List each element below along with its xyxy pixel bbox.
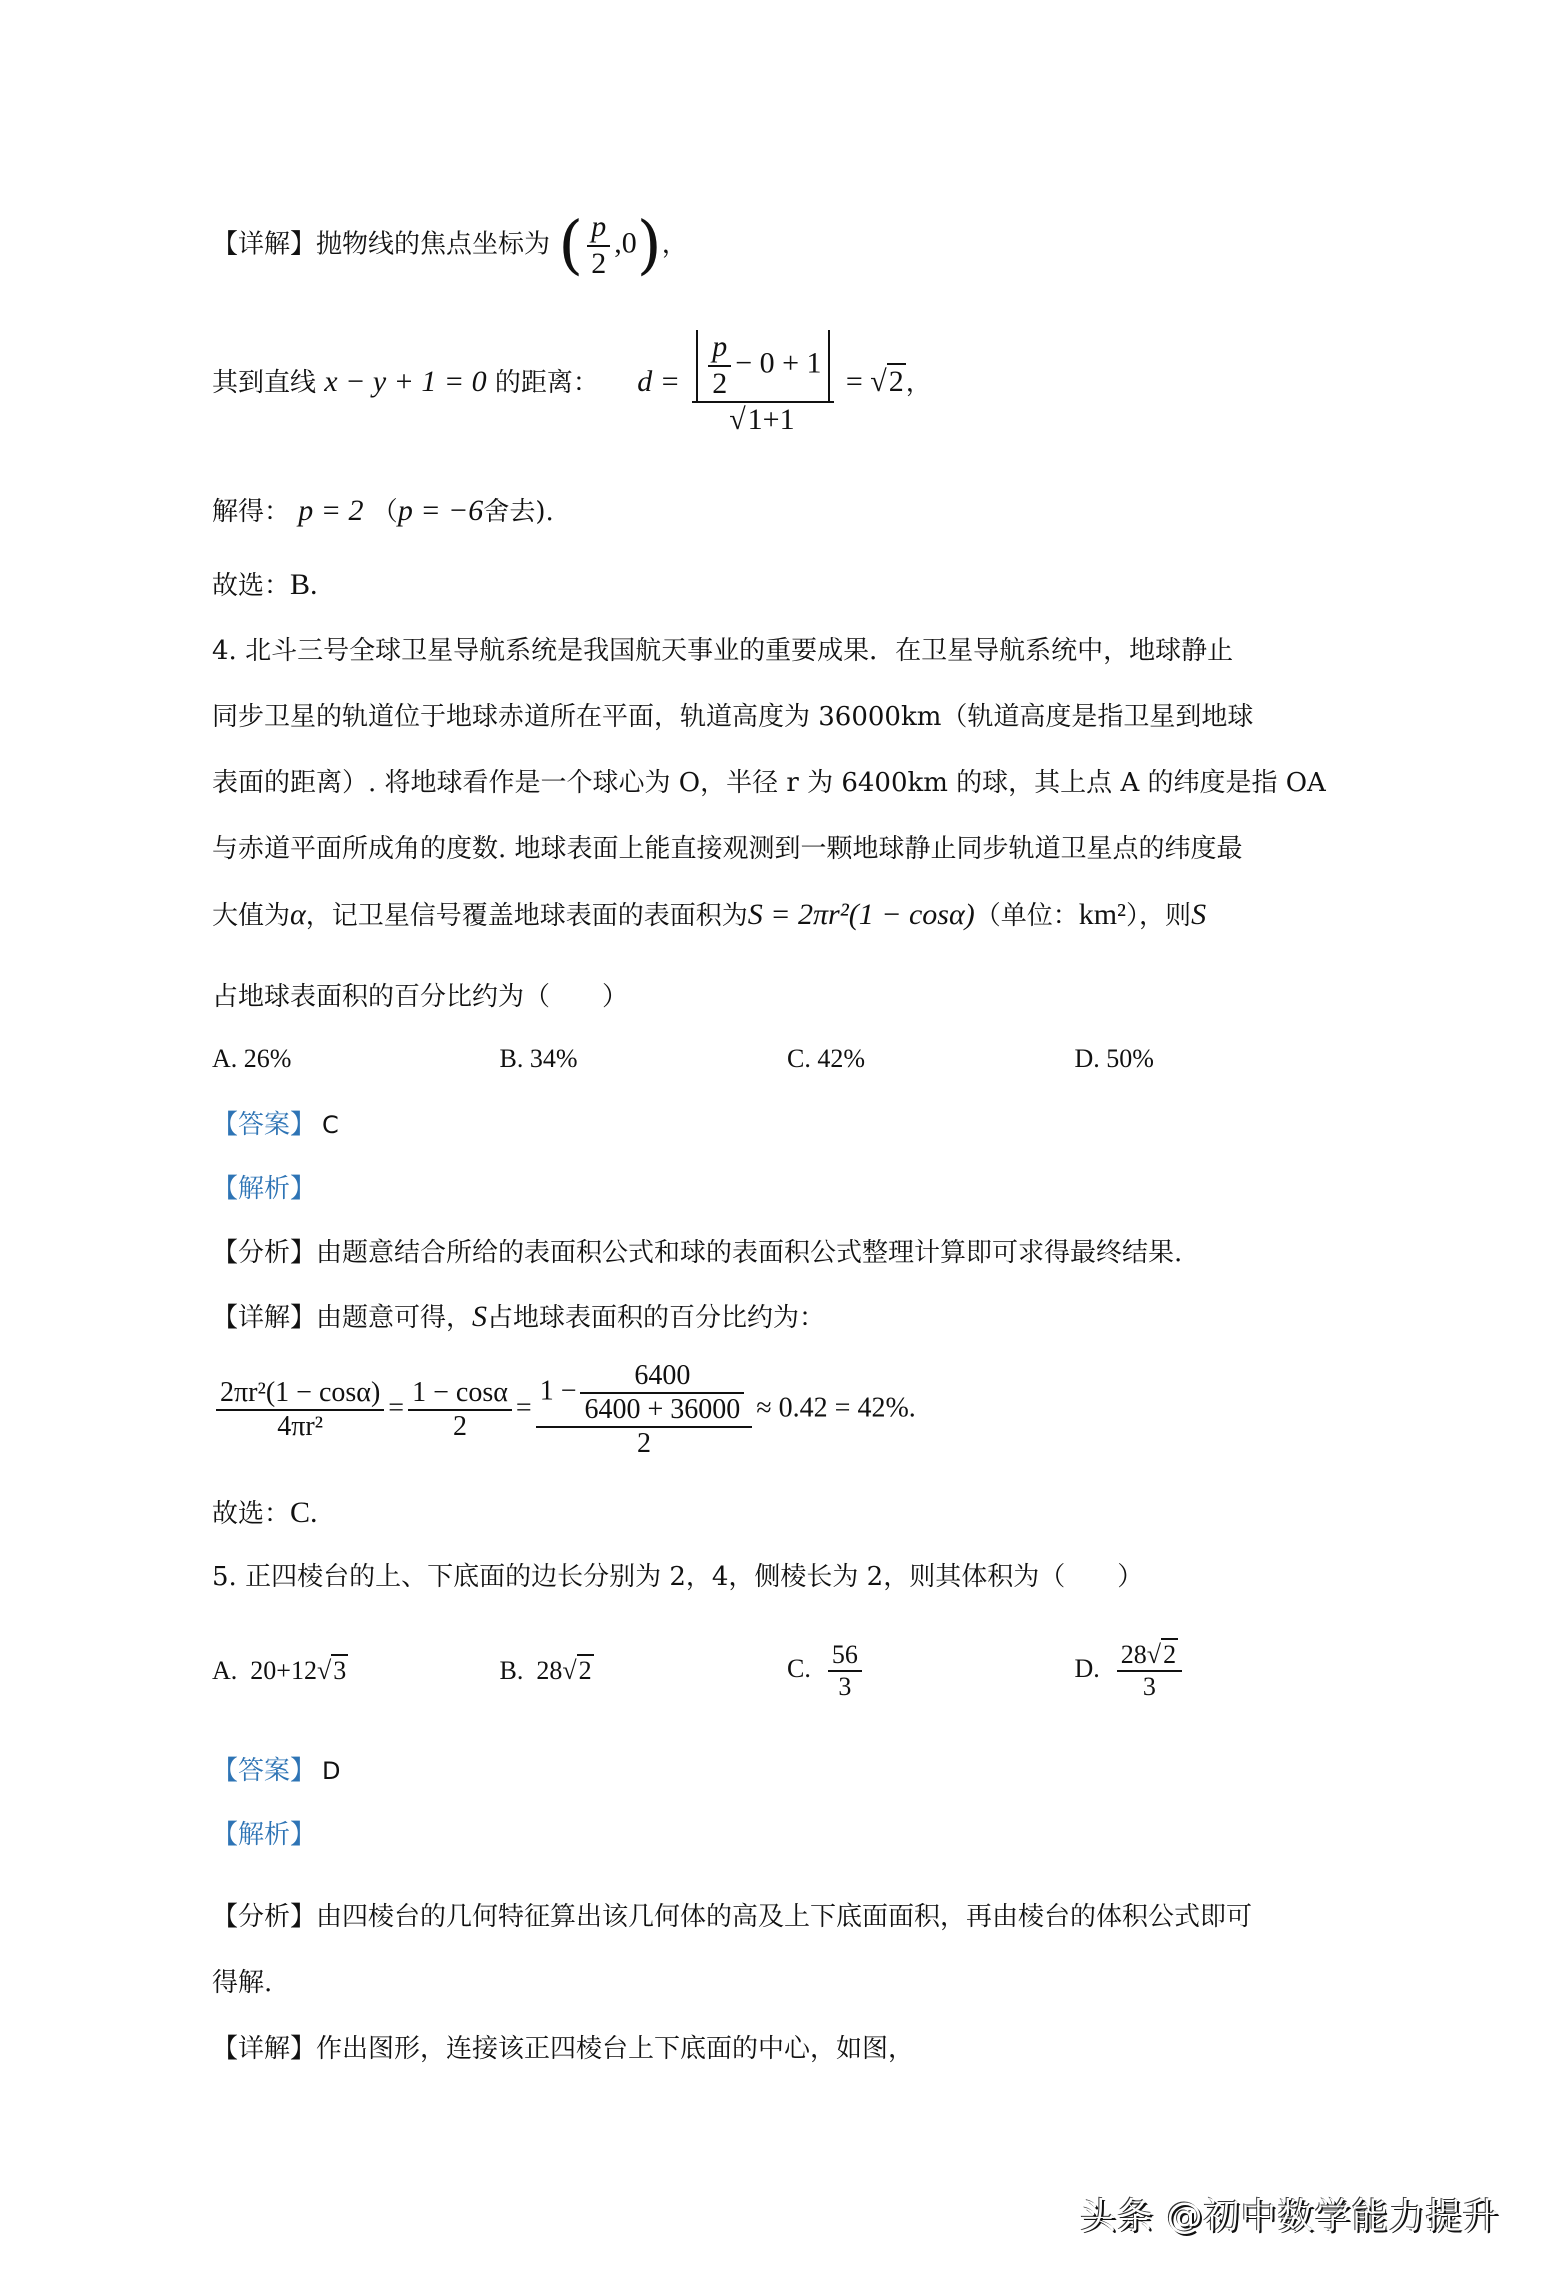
q4-answer: 【答案】 C [212,1110,339,1140]
q4-solution-label: 【解析】 [212,1174,317,1204]
q5-analysis-2: 得解. [212,1968,273,1998]
detail-label: 【详解】 [212,229,317,260]
q5-detail: 【详解】作出图形，连接该正四棱台上下底面的中心，如图， [212,2034,915,2064]
option-b: B. 34% [499,1044,578,1073]
q5-solution-label: 【解析】 [212,1820,317,1850]
q4-line-3: 表面的距离）. 将地球看作是一个球心为 O，半径 r 为 6400km 的球，其上点 A 的纬度是指 OA [212,768,1326,798]
q4-options [212,1044,1362,1074]
q4-analysis: 【分析】由题意结合所给的表面积公式和球的表面积公式整理计算即可求得最终结果. [212,1238,1183,1268]
option-a: A. 20+12√3 [212,1655,347,1685]
answer-label: 【答案】 [212,1110,317,1140]
q4-line-6: 占地球表面积的百分比约为（ ） [212,982,629,1012]
q4-line-2: 同步卫星的轨道位于地球赤道所在平面，轨道高度为 36000km（轨道高度是指卫星到地球 [212,702,1254,732]
solve-line: 解得： p = 2 （p = −6舍去). [212,494,554,527]
fraction: $\frac{p}{2}$ [587,210,610,281]
option-a: A. 26% [212,1044,292,1073]
distance-line: 其到直线 x − y + 1 = 0 的距离： d = $\frac{p}{2}$ − 0 + 1 √1+1 = √2， [212,330,932,436]
q5-options [212,1640,1362,1702]
q4-line-4: 与赤道平面所成角的度数. 地球表面上能直接观测到一颗地球静止同步轨道卫星点的纬度最 [212,834,1243,864]
option-d: D. 50% [1074,1044,1154,1073]
focus-line: 【详解】抛物线的焦点坐标为 ( $\frac{p}{2}$ ,0)， [212,208,688,283]
option-d: D. $\frac{28√2}{3}$ [1075,1640,1363,1702]
option-c: C. $\frac{56}{3}$ [787,1640,1075,1702]
q4-line-5: 大值为α，记卫星信号覆盖地球表面的表面积为S = 2πr²(1 − cosα)（单位：km²），则S [212,898,1207,931]
q4-line-1: 4. 北斗三号全球卫星导航系统是我国航天事业的重要成果．在卫星导航系统中，地球静止 [212,636,1234,666]
q5-analysis-1: 【分析】由四棱台的几何特征算出该几何体的高及上下底面面积，再由棱台的体积公式即可 [212,1902,1253,1932]
q5-stem: 5. 正四棱台的上、下底面的边长分别为 2，4，侧棱长为 2，则其体积为（ ） [212,1562,1144,1592]
q4-detail: 【详解】由题意可得，S占地球表面积的百分比约为： [212,1300,826,1333]
option-b: B. 28√2 [499,1655,592,1685]
distance-fraction: $\frac{p}{2}$ − 0 + 1 √1+1 [692,330,833,438]
choice-line: 故选：B. [212,568,318,601]
q4-choice: 故选：C. [212,1496,318,1529]
paren-open: ( [558,208,584,283]
area-formula: S = 2πr²(1 − cosα) [747,898,975,931]
line-equation: x − y + 1 = 0 [324,364,487,398]
q4-calculation: $\frac{\text{2πr²(1 − cosα)}}{\text{4πr²}}$ = $\frac{1 - \cos\alpha}{2}$ = 1 − $\frac{6400}{6400 + 36000}$ 2 ≈ 0.42 = 42%. [212,1360,916,1461]
option-c: C. 42% [787,1044,865,1073]
q5-answer: 【答案】 D [212,1756,341,1786]
watermark: 头条 @初中数学能力提升 [1080,2196,1500,2237]
